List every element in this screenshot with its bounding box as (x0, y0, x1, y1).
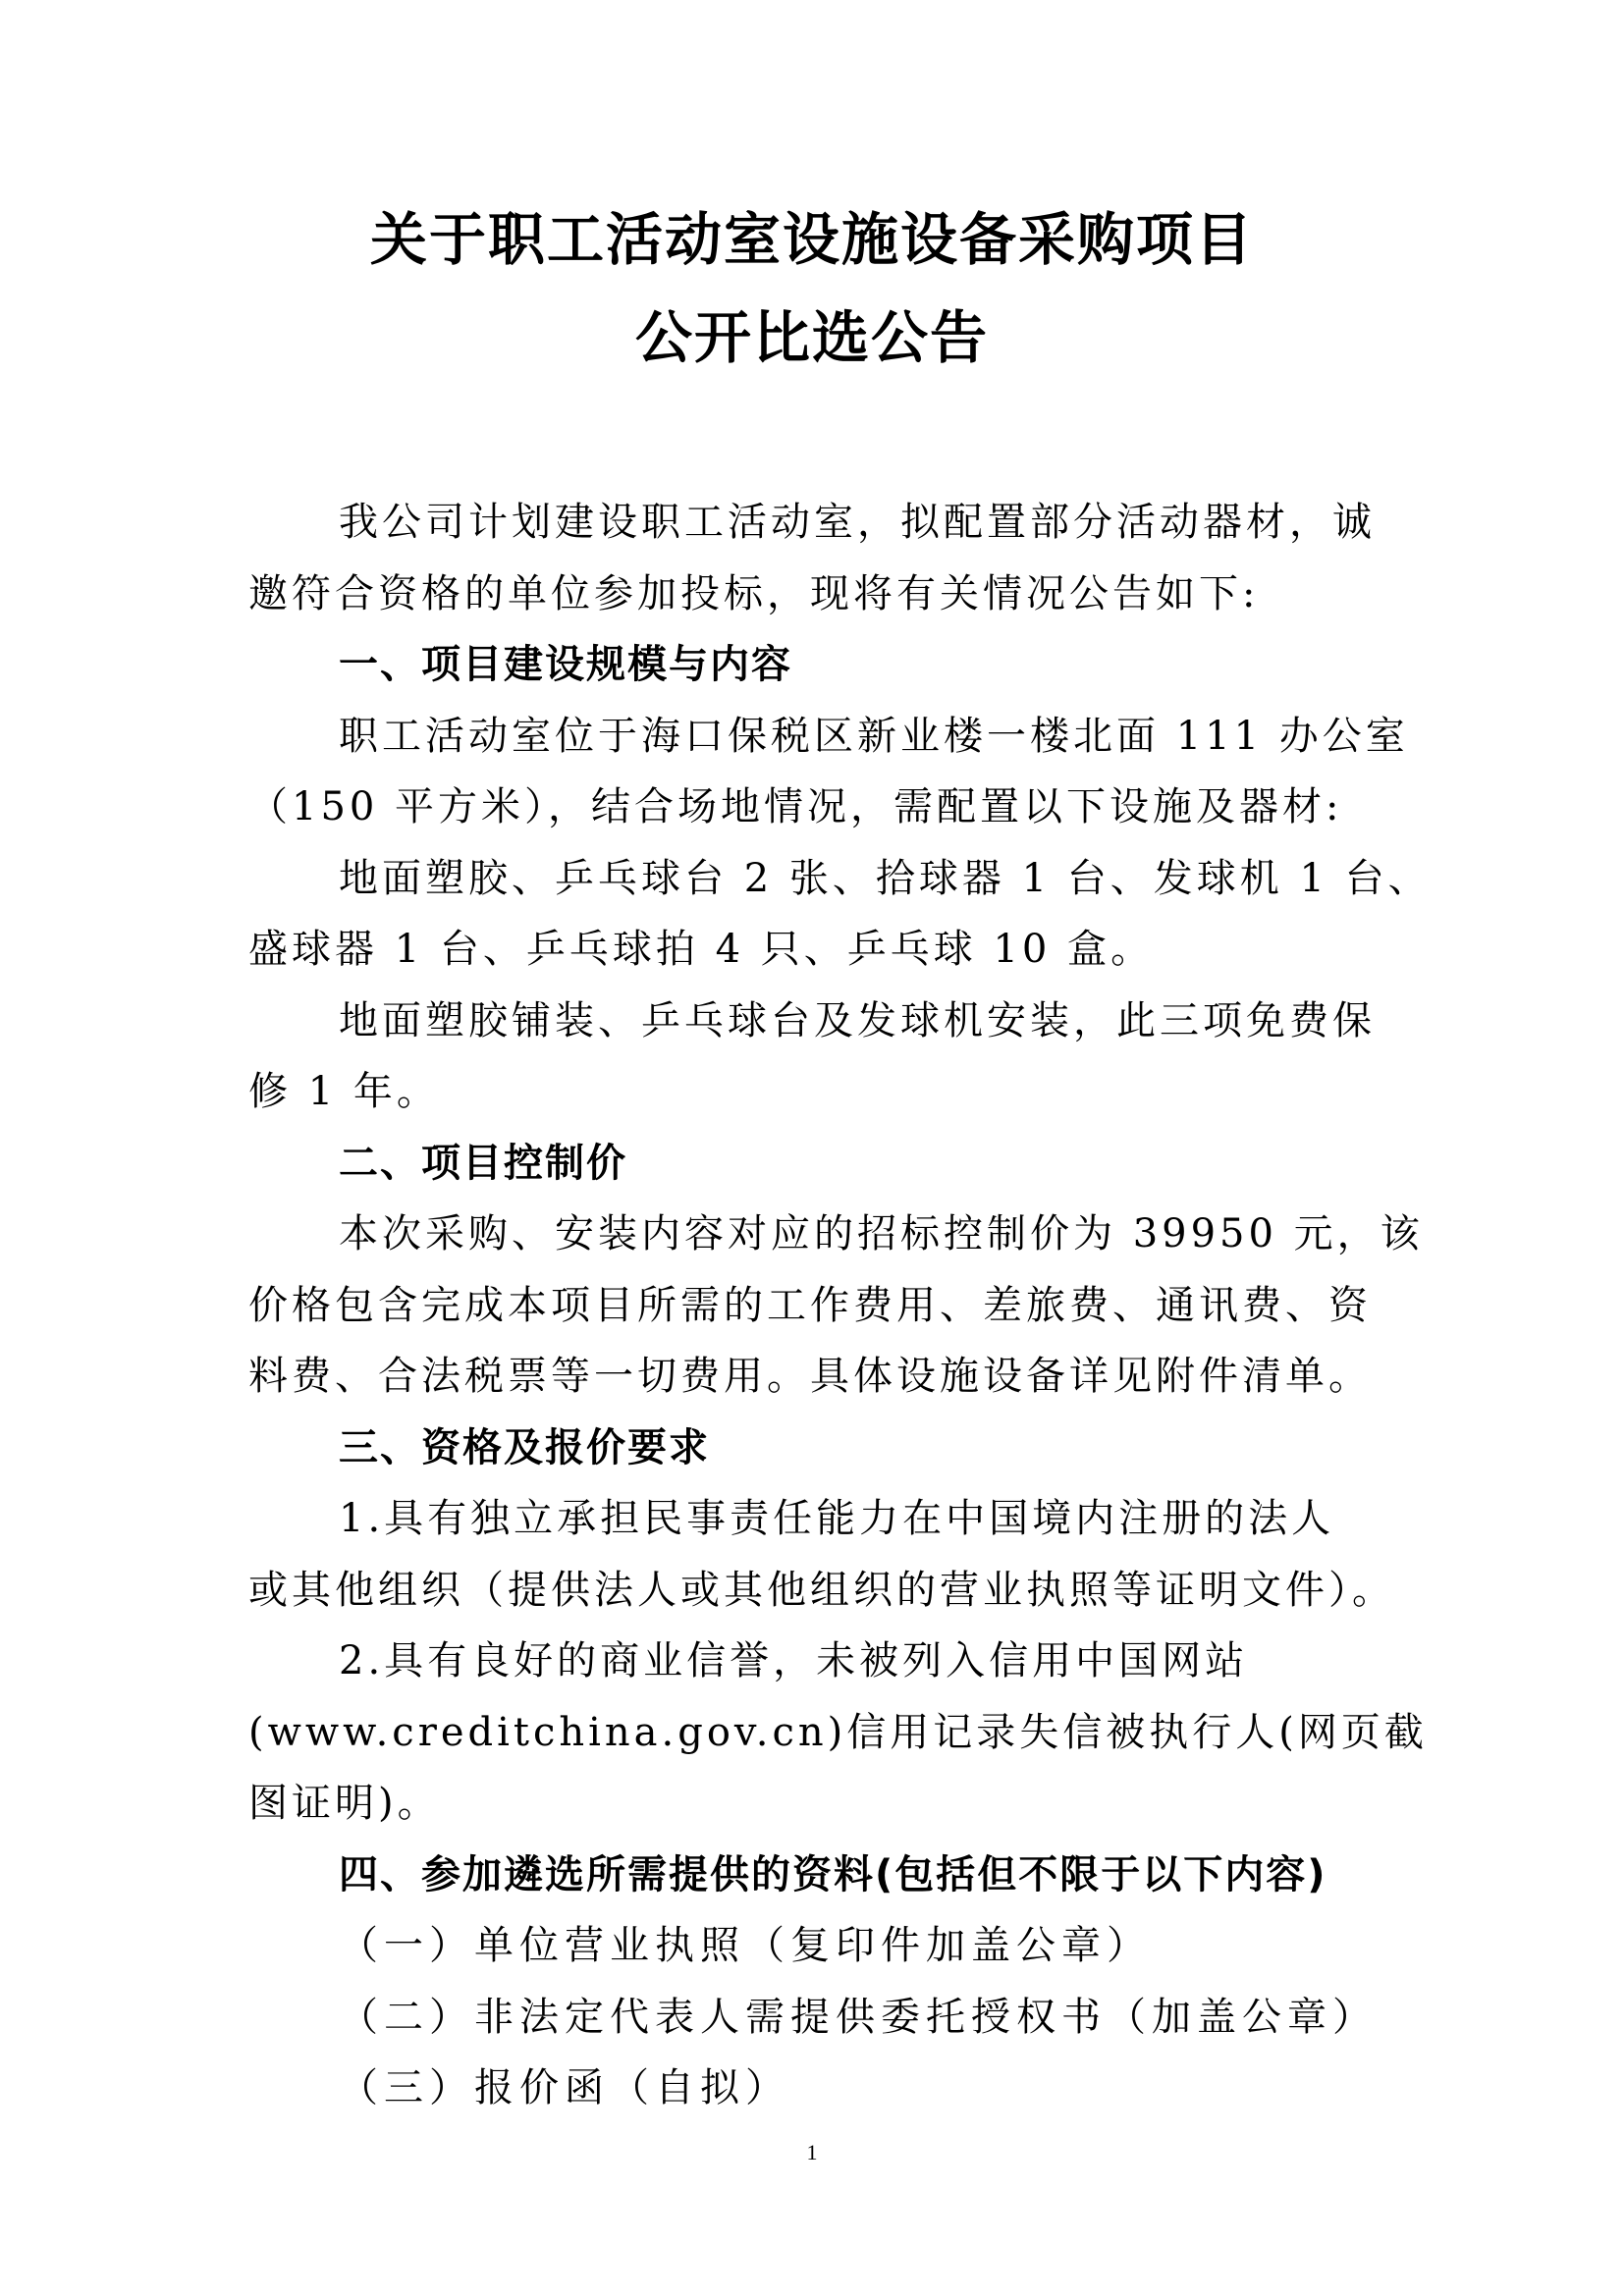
list-item: （一）单位营业执照（复印件加盖公章） (339, 1923, 1152, 1968)
section-heading-3: 三、资格及报价要求 (339, 1424, 710, 1470)
document-body (248, 487, 1432, 2124)
section-heading-4: 四、参加遴选所需提供的资料(包括但不限于以下内容) (339, 1851, 1327, 1897)
section-heading-1: 一、项目建设规模与内容 (339, 642, 792, 687)
list-item: （三）报价函（自拟） (339, 2065, 790, 2110)
list-item: （二）非法定代表人需提供委托授权书（加盖公章） (339, 1994, 1378, 2040)
paragraph-line: 地面塑胶、乒乓球台 2 张、拾球器 1 台、发球机 1 台、 (339, 855, 1432, 901)
paragraph-line: 价格包含完成本项目所需的工作费用、差旅费、通讯费、资 (248, 1282, 1372, 1328)
page-number: 1 (806, 2140, 818, 2164)
paragraph-line: 1.具有独立承担民事责任能力在中国境内注册的法人 (339, 1496, 1335, 1541)
paragraph-line: 职工活动室位于海口保税区新业楼一楼北面 111 办公室 (339, 713, 1409, 759)
paragraph-line: （150 平方米），结合场地情况，需配置以下设施及器材: (248, 784, 1343, 829)
paragraph-line: 图证明)。 (248, 1781, 441, 1826)
paragraph-line: 或其他组织（提供法人或其他组织的营业执照等证明文件）。 (248, 1567, 1395, 1613)
paragraph-line: 修 1 年。 (248, 1069, 440, 1114)
paragraph-line: 料费、合法税票等一切费用。具体设施设备详见附件清单。 (248, 1354, 1372, 1399)
paragraph-line: (www.creditchina.gov.cn)信用记录失信被执行人(网页截 (248, 1709, 1428, 1755)
paragraph-line: 2.具有良好的商业信誉，未被列入信用中国网站 (339, 1638, 1249, 1683)
section-heading-2: 二、项目控制价 (339, 1140, 627, 1186)
document-title-line2: 公开比选公告 (634, 304, 989, 371)
paragraph-line: 地面塑胶铺装、乒乓球台及发球机安装，此三项免费保 (339, 997, 1376, 1043)
paragraph-line: 盛球器 1 台、乒乓球拍 4 只、乒乓球 10 盒。 (248, 927, 1155, 972)
intro-line: 邀符合资格的单位参加投标，现将有关情况公告如下: (248, 570, 1260, 616)
intro-line: 我公司计划建设职工活动室，拟配置部分活动器材，诚 (339, 500, 1376, 545)
paragraph-line: 本次采购、安装内容对应的招标控制价为 39950 元，该 (339, 1211, 1424, 1256)
document-title-line1: 关于职工活动室设施设备采购项目 (369, 206, 1254, 273)
